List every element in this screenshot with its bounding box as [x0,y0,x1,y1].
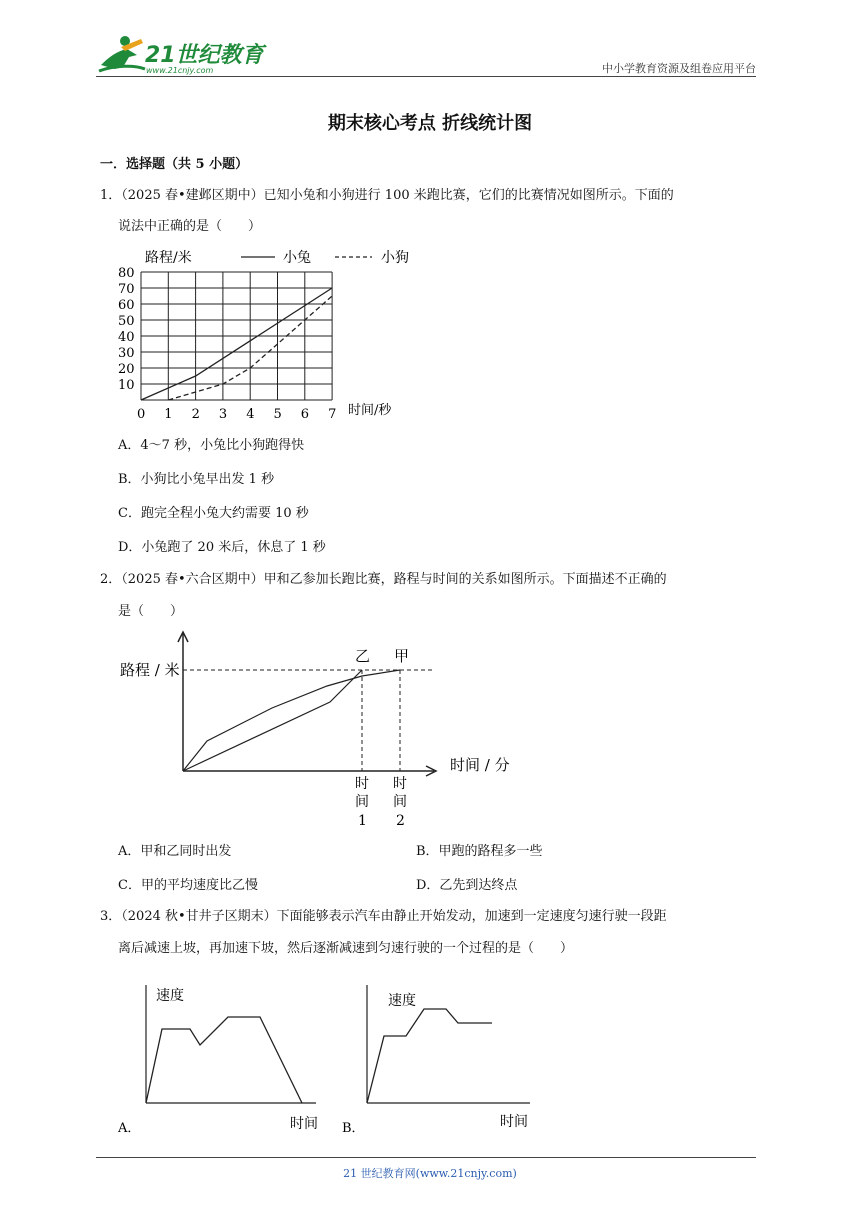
chart-3a [116,975,331,1140]
q3-option-a[interactable]: A． [118,1121,141,1136]
page-title: 期末核心考点 折线统计图 [327,113,533,134]
chart-1-xtick: 2 [191,407,200,422]
chart-3b-series [367,1009,492,1103]
q2-option-c[interactable]: C．甲的平均速度比乙慢 [118,878,258,893]
chart-1-xtick: 4 [246,407,255,422]
q3-option-b[interactable]: B． [342,1121,365,1136]
question-1-stem: （2025 春•建邺区期中）已知小兔和小狗进行 100 米跑比赛，它们的比赛情况如图所示。下面的 [121,188,674,203]
q2-option-b[interactable]: B．甲跑的路程多一些 [416,844,543,859]
chart-1-xtick: 5 [273,407,282,422]
q1-option-d[interactable]: D．小兔跑了 20 米后，休息了 1 秒 [118,540,326,555]
chart-2-t1-b: 间 [355,794,369,810]
chart-2-xlabel: 时间 / 分 [450,756,510,774]
chart-3a-series [146,1017,302,1103]
chart-1-ytick: 80 [118,266,135,281]
chart-1-xtick: 6 [300,407,310,422]
legend-dog: 小狗 [381,250,409,266]
chart-1-ytick: 60 [118,298,135,313]
chart-1-xtick: 0 [137,407,146,422]
logo-text: 21世纪教育 [145,43,264,68]
chart-1-ytick: 50 [118,314,135,329]
question-3-stem: （2024 秋•甘井子区期末）下面能够表示汽车由静止开始发动，加速到一定速度匀速行驶一段距 [121,909,667,924]
chart-1-series-rabbit [141,288,332,400]
q1-option-c[interactable]: C．跑完全程小兔大约需要 10 秒 [118,506,309,521]
chart-3b [340,975,540,1140]
chart-1 [110,244,420,424]
question-1-line2: 说法中正确的是（ ） [118,219,262,234]
chart-2-t1-c: 1 [358,813,367,829]
chart-1-xtick: 7 [328,407,337,422]
question-3-line1 [100,907,762,926]
question-3-number: 3． [100,909,122,924]
question-2-line2: 是（ ） [118,604,184,619]
chart-2-label-jia: 甲 [394,647,410,665]
q2-option-d[interactable]: D．乙先到达终点 [416,878,518,893]
q2-option-a[interactable]: A．甲和乙同时出发 [118,844,232,859]
chart-2-t2-b: 间 [393,794,407,810]
chart-2-label-yi: 乙 [355,647,371,665]
chart-1-grid [141,272,332,400]
legend-rabbit: 小兔 [283,250,311,266]
chart-2-ylabel: 路程 / 米 [120,661,180,679]
question-1-number: 1． [100,188,122,203]
logo-url: www.21cnjy.com [146,66,214,75]
chart-3a-xlabel: 时间 [290,1116,318,1132]
q1-option-b[interactable]: B．小狗比小兔早出发 1 秒 [118,472,275,487]
chart-1-ytick: 70 [118,282,135,297]
chart-1-ytick: 30 [118,346,135,361]
chart-1-ytick: 40 [118,330,135,345]
question-1-line1 [100,186,762,205]
question-2-number: 2． [100,572,122,587]
platform-name: 中小学教育资源及组卷应用平台 [602,62,756,75]
chart-1-xlabel: 时间/秒 [348,403,392,418]
chart-1-ylabel: 路程/米 [145,250,192,266]
header-divider [96,76,756,77]
chart-3b-ylabel: 速度 [388,993,416,1009]
chart-2-t1-a: 时 [355,776,369,792]
chart-2-series-yi [183,670,362,771]
q1-option-a[interactable]: A．4～7 秒，小兔比小狗跑得快 [118,438,305,453]
question-2-line1 [100,570,762,589]
chart-3b-xlabel: 时间 [500,1114,528,1130]
chart-1-xtick: 3 [218,407,228,422]
chart-2 [112,628,522,833]
chart-1-xtick: 1 [164,407,173,422]
chart-1-ytick: 10 [118,378,135,393]
section-heading: 一．选择题（共 5 小题） [100,157,249,172]
chart-2-t2-a: 时 [393,776,407,792]
chart-1-ytick: 20 [118,362,135,377]
footer-text[interactable]: 21 世纪教育网(www.21cnjy.com) [343,1167,517,1180]
question-2-stem: （2025 春•六合区期中）甲和乙参加长跑比赛，路程与时间的关系如图所示。下面描述不正确的 [121,572,667,587]
question-3-line2: 离后减速上坡，再加速下坡，然后逐渐减速到匀速行驶的一个过程的是（ ） [118,941,574,956]
chart-2-t2-c: 2 [396,813,405,829]
chart-3a-ylabel: 速度 [156,988,184,1004]
footer-divider [96,1157,756,1158]
